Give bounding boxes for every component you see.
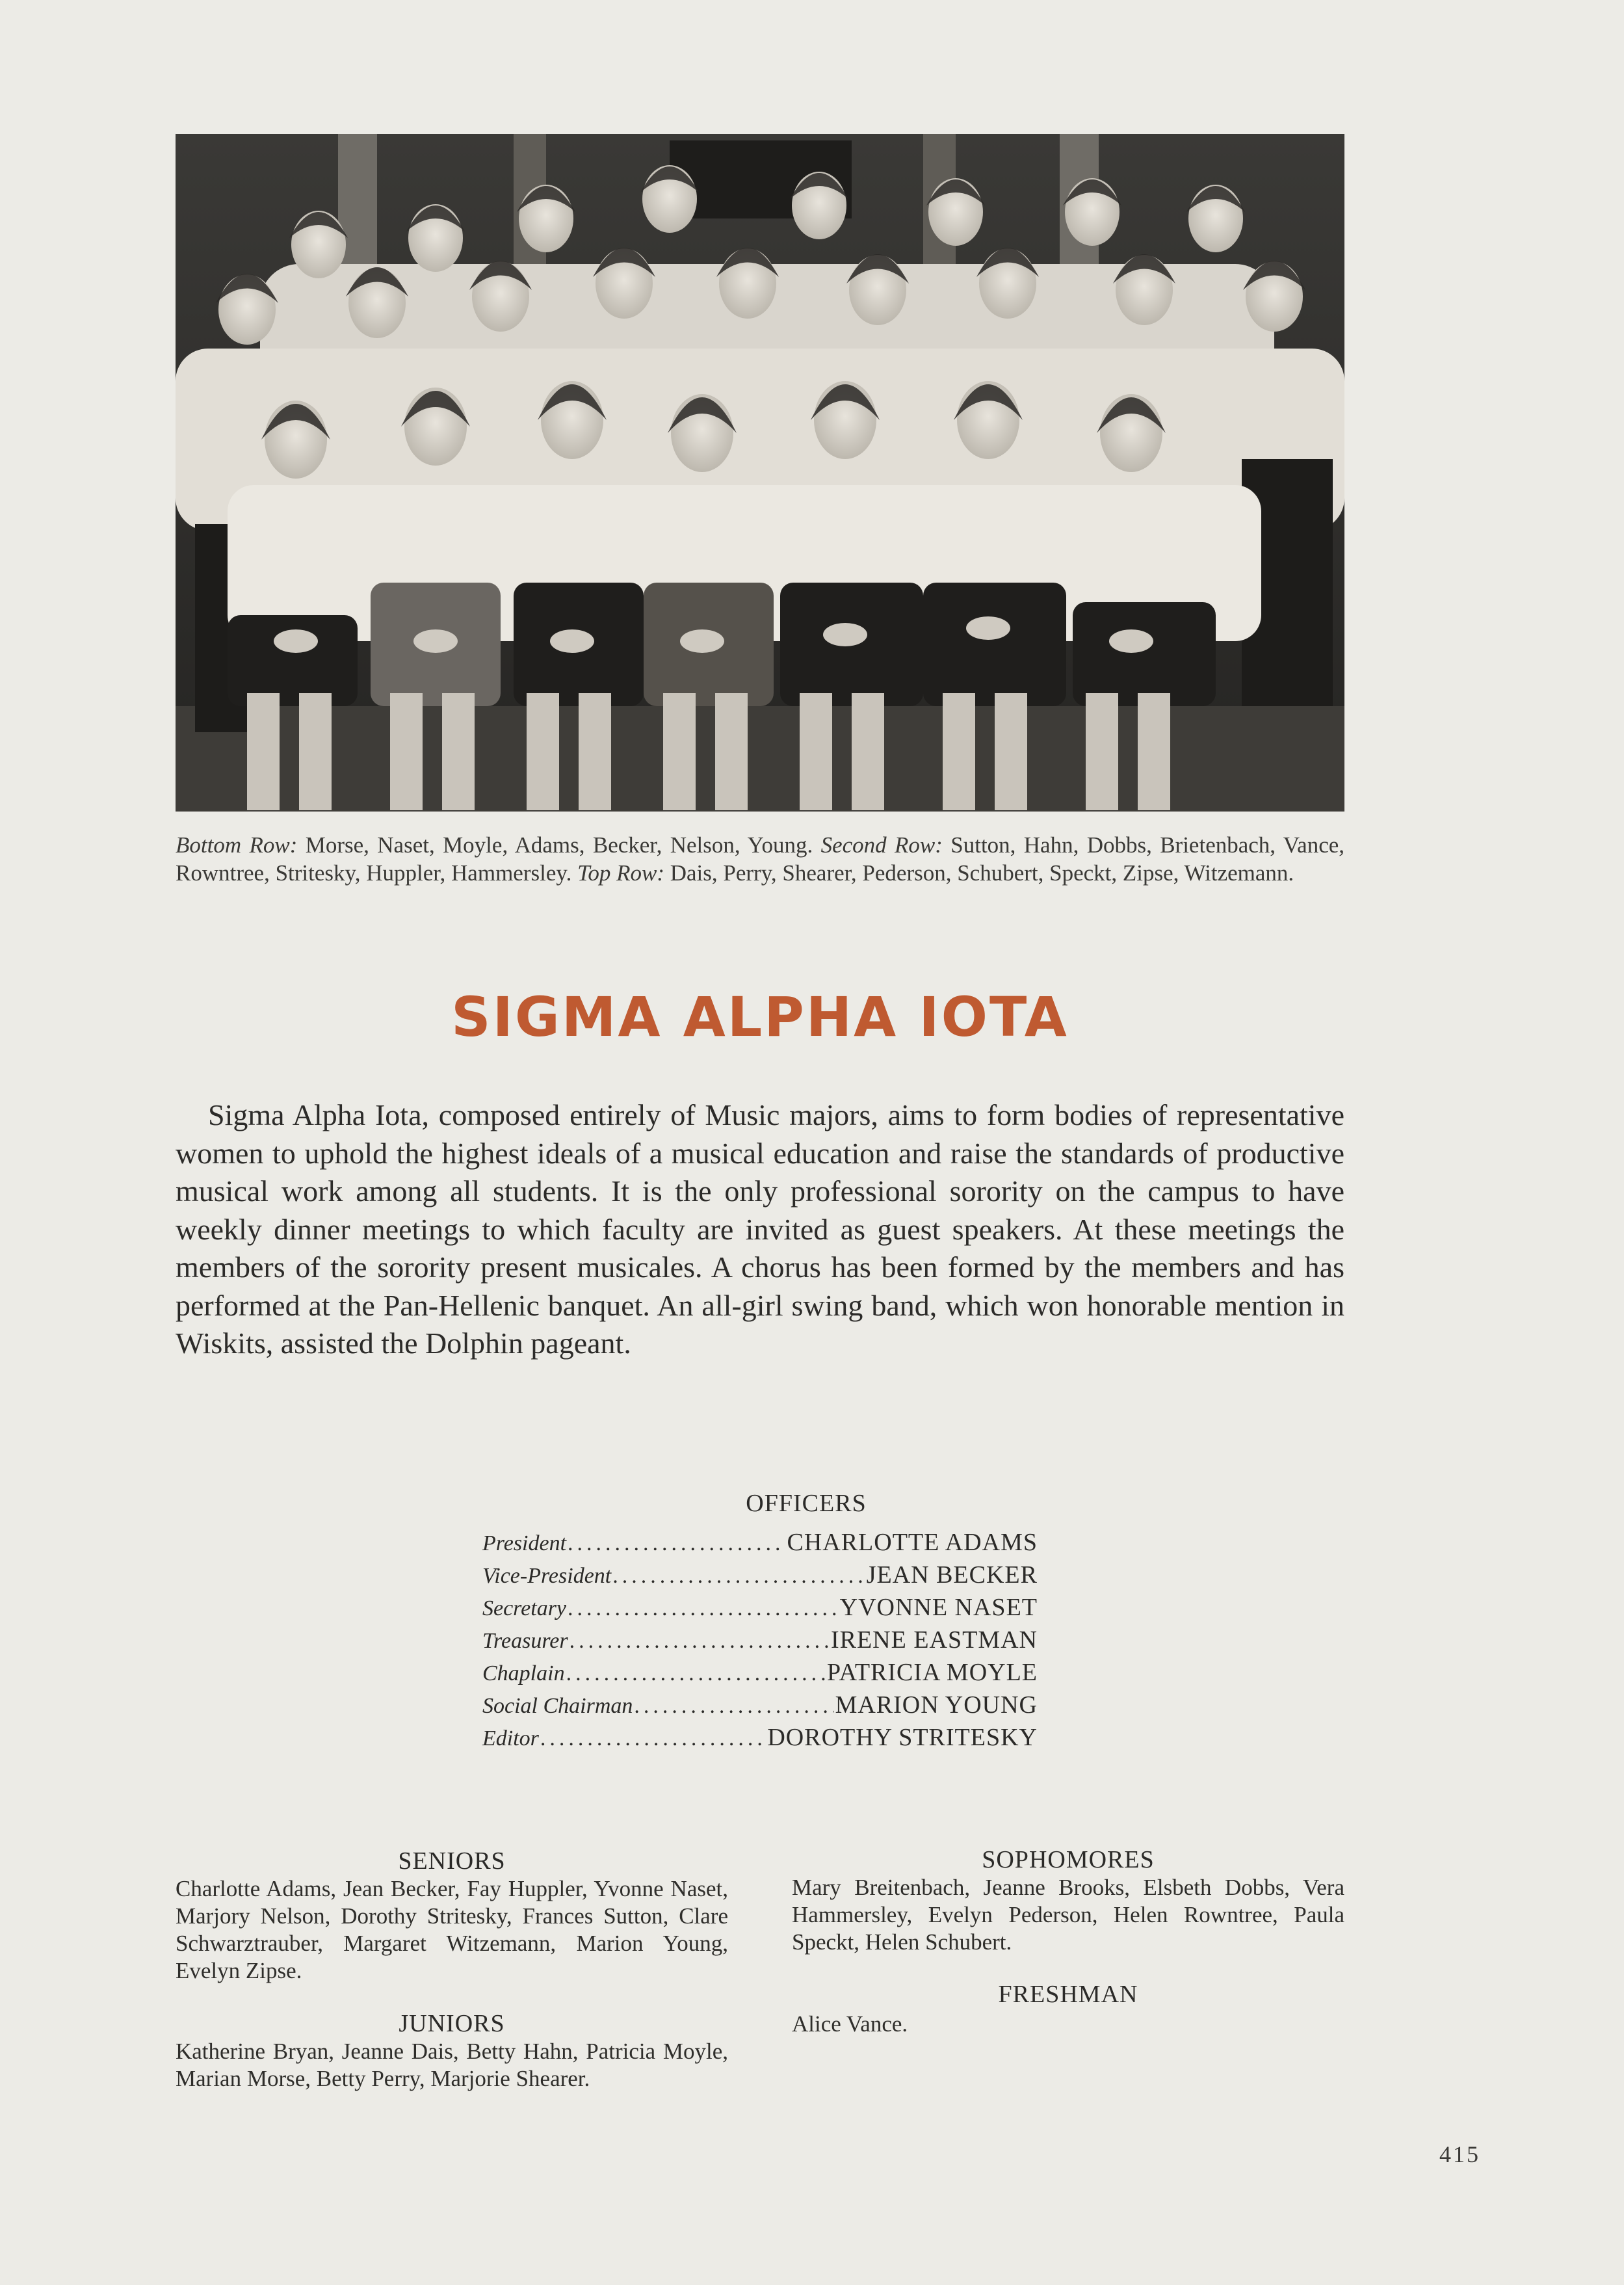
group-photo-image (176, 134, 1344, 812)
page-title: SIGMA ALPHA IOTA (451, 985, 1069, 1049)
description-paragraph: Sigma Alpha Iota, composed entirely of Music majors, aims to form bodies of representative women to uphold the highest ideals of a musical education and raise the standards of productive musical work among all students. It is the only professional sorority on the campus to have weekly dinner meetings to which faculty are invited as guest speakers. At these meetings the members of the sorority present musicales. A chorus has been formed by the members and has performed at the Pan-Hellenic banquet. An all-girl swing band, which won honorable mention in Wiskits, assisted the Dolphin pageant. (176, 1098, 1344, 1360)
leader-dots (634, 1690, 833, 1723)
officer-role: Editor (482, 1726, 539, 1750)
leader-dots (568, 1527, 785, 1560)
sophomores-list: Mary Breitenbach, Jeanne Brooks, Elsbeth Dobbs, Vera Hammersley, Evelyn Pederson, Helen Rowntree, Paula Speckt, Helen Schubert. (792, 1875, 1344, 1955)
officer-row (482, 1624, 1038, 1656)
officer-name: DOROTHY STRITESKY (767, 1724, 1038, 1751)
officer-row (482, 1526, 1038, 1559)
juniors-heading: JUNIORS (399, 2010, 505, 2037)
caption-second-names: Sutton, Hahn, Dobbs, Brietenbach, Vance, Rowntree, Stritesky, Huppler, Hammersley. (176, 832, 1345, 886)
officer-role: Social Chairman (482, 1694, 633, 1718)
officer-name: PATRICIA MOYLE (826, 1659, 1038, 1686)
caption-second-label: Second Row: (820, 832, 943, 858)
officer-name: JEAN BECKER (866, 1561, 1038, 1589)
seniors-list: Charlotte Adams, Jean Becker, Fay Huppler, Yvonne Naset, Marjory Nelson, Dorothy Stritesky, Frances Sutton, Clare Schwarztrauber, Margaret Witzemann, Marion Young, Evelyn Zipse. (176, 1876, 728, 1983)
caption-bottom-names: Morse, Naset, Moyle, Adams, Becker, Nelson, Young. (297, 832, 813, 858)
officer-role: President (482, 1531, 567, 1555)
officer-name: YVONNE NASET (839, 1594, 1038, 1621)
juniors-list: Katherine Bryan, Jeanne Dais, Betty Hahn, Patricia Moyle, Marian Morse, Betty Perry, Marjorie Shearer. (176, 2039, 728, 2091)
leader-dots (568, 1592, 839, 1625)
caption-top-names: Dais, Perry, Shearer, Pederson, Schubert, Speckt, Zipse, Witzemann. (664, 860, 1294, 886)
sophomores-heading: SOPHOMORES (982, 1846, 1155, 1873)
seniors-heading: SENIORS (398, 1847, 506, 1875)
officers-list (482, 1526, 1038, 1754)
officer-row (482, 1559, 1038, 1591)
leader-dots (570, 1625, 830, 1658)
officer-role: Vice-President (482, 1564, 612, 1588)
caption-bottom-label: Bottom Row: (176, 832, 298, 858)
officer-row (482, 1591, 1038, 1624)
officer-name: CHARLOTTE ADAMS (787, 1529, 1038, 1556)
leader-dots (566, 1658, 826, 1690)
officer-role: Chaplain (482, 1661, 565, 1685)
officers-heading: OFFICERS (746, 1490, 867, 1517)
photo-caption (176, 831, 1344, 887)
officer-row (482, 1656, 1038, 1689)
leader-dots (612, 1560, 865, 1592)
officer-name: IRENE EASTMAN (830, 1626, 1038, 1654)
officer-name: MARION YOUNG (835, 1691, 1038, 1719)
officer-role: Treasurer (482, 1629, 568, 1653)
officer-role: Secretary (482, 1596, 567, 1620)
officer-row (482, 1689, 1038, 1721)
caption-top-label: Top Row: (577, 860, 664, 886)
officer-row (482, 1721, 1038, 1754)
freshman-list: Alice Vance. (792, 2011, 908, 2037)
group-photo (176, 134, 1344, 812)
leader-dots (540, 1723, 766, 1755)
freshman-heading: FRESHMAN (998, 1981, 1138, 2008)
page-number: 415 (1439, 2141, 1480, 2167)
